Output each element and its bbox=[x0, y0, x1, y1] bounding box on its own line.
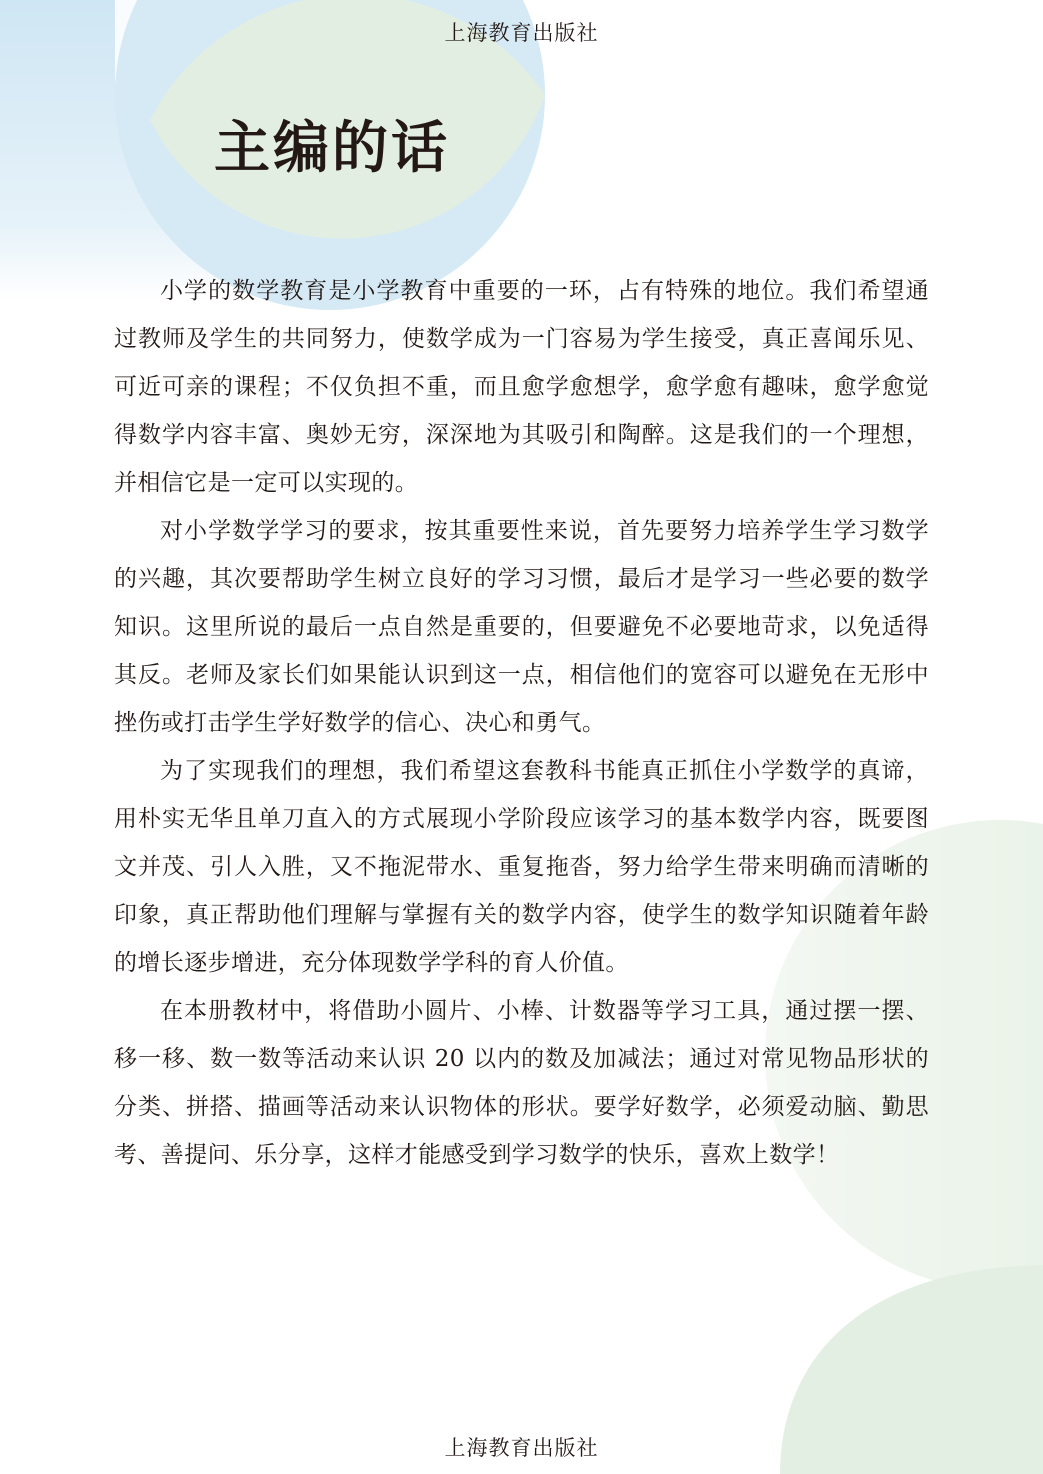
paragraph: 对小学数学学习的要求，按其重要性来说，首先要努力培养学生学习数学的兴趣，其次要帮助学生树立良好的学习习惯，最后才是学习一些必要的数学知识。这里所说的最后一点自然是重要的，但要避免不必要地苛求，以免适得其反。老师及家长们如果能认识到这一点，相信他们的宽容可以避免在无形中挫伤或打击学生学好数学的信心、决心和勇气。 bbox=[114, 518, 929, 736]
paragraph: 为了实现我们的理想，我们希望这套教科书能真正抓住小学数学的真谛，用朴实无华且单刀直入的方式展现小学阶段应该学习的基本数学内容，既要图文并茂、引人入胜，又不拖泥带水、重复拖沓，努力给学生带来明确而清晰的印象，真正帮助他们理解与掌握有关的数学内容，使学生的数学知识随着年龄的增长逐步增进，充分体现数学学科的育人价值。 bbox=[114, 758, 929, 976]
header-publisher: 上海教育出版社 bbox=[444, 21, 599, 45]
paragraph: 小学的数学教育是小学教育中重要的一环，占有特殊的地位。我们希望通过教师及学生的共同努力，使数学成为一门容易为学生接受，真正喜闻乐见、可近可亲的课程；不仅负担不重，而且愈学愈想学，愈学愈有趣味，愈学愈觉得数学内容丰富、奥妙无穷，深深地为其吸引和陶醉。这是我们的一个理想，并相信它是一定可以实现的。 bbox=[114, 278, 929, 496]
paragraph: 在本册教材中，将借助小圆片、小棒、计数器等学习工具，通过摆一摆、移一移、数一数等活动来认识 20 以内的数及加减法；通过对常见物品形状的分类、拼搭、描画等活动来认识物体的形状。要学好数学，必须爱动脑、勤思考、善提问、乐分享，这样才能感受到学习数学的快乐，喜欢上数学！ bbox=[114, 998, 929, 1168]
page-title: 主编的话 bbox=[214, 115, 450, 181]
footer-publisher: 上海教育出版社 bbox=[444, 1436, 599, 1460]
body-text bbox=[114, 267, 929, 1179]
